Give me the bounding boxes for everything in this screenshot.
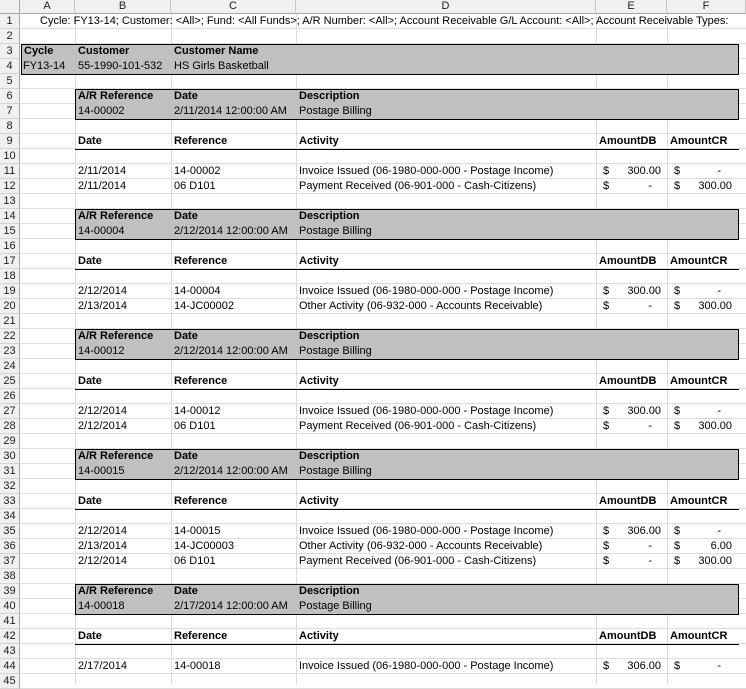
line-date: 2/17/2014 [78, 660, 127, 672]
ar-date-label: Date [174, 210, 198, 222]
amount-cr-header: AmountCR [670, 495, 728, 507]
line-reference: 14-00002 [174, 165, 221, 177]
row-gridline [20, 314, 746, 329]
row-header-32[interactable]: 32 [0, 479, 20, 494]
row-header-41[interactable]: 41 [0, 614, 20, 629]
amount-cr-value: 300.00 [698, 180, 732, 192]
ar-description-value: Postage Billing [299, 345, 372, 357]
sheet-row [0, 359, 746, 374]
row-header-4[interactable]: 4 [0, 59, 20, 74]
ar-reference-value: 14-00002 [78, 105, 125, 117]
row-header-40[interactable]: 40 [0, 599, 20, 614]
row-header-13[interactable]: 13 [0, 194, 20, 209]
detail-date-header: Date [78, 135, 102, 147]
line-reference: 14-JC00003 [174, 540, 234, 552]
detail-activity-header: Activity [299, 375, 339, 387]
detail-activity-header: Activity [299, 630, 339, 642]
amount-cr-value: 6.00 [710, 540, 732, 552]
ar-date-label: Date [174, 450, 198, 462]
row-header-25[interactable]: 25 [0, 374, 20, 389]
row-header-39[interactable]: 39 [0, 584, 20, 599]
row-gridline [20, 644, 746, 659]
sheet-row [0, 569, 746, 584]
row-header-24[interactable]: 24 [0, 359, 20, 374]
ar-reference-label: A/R Reference [78, 330, 154, 342]
row-header-17[interactable]: 17 [0, 254, 20, 269]
row-header-45[interactable]: 45 [0, 674, 20, 689]
amount-cr-value: 300.00 [698, 420, 732, 432]
amount-db-value: 300.00 [627, 165, 661, 177]
line-reference: 14-00012 [174, 405, 221, 417]
row-gridline [20, 614, 746, 629]
ar-description-label: Description [299, 450, 360, 462]
line-reference: 06 D101 [174, 180, 216, 192]
row-header-12[interactable]: 12 [0, 179, 20, 194]
ar-date-value: 2/17/2014 12:00:00 AM [174, 600, 288, 612]
currency-symbol-db: $ [603, 420, 610, 432]
line-date: 2/13/2014 [78, 300, 127, 312]
detail-reference-header: Reference [174, 255, 228, 267]
row-header-5[interactable]: 5 [0, 74, 20, 89]
row-header-42[interactable]: 42 [0, 629, 20, 644]
row-gridline [20, 359, 746, 374]
ar-description-label: Description [299, 585, 360, 597]
currency-symbol-db: $ [603, 525, 610, 537]
ar-date-value: 2/12/2014 12:00:00 AM [174, 225, 288, 237]
line-reference: 14-00018 [174, 660, 221, 672]
line-activity: Invoice Issued (06-1980-000-000 - Postage Income) [299, 165, 554, 177]
line-date: 2/12/2014 [78, 405, 127, 417]
filter-summary: Cycle: FY13-14; Customer: <All>; Fund: <All Funds>; A/R Number: <All>; Account Receivable G/L Account: <All>; Account Receivable Types: [40, 15, 729, 27]
row-gridline [20, 569, 746, 584]
customer-name-label: Customer Name [174, 45, 259, 57]
line-reference: 14-JC00002 [174, 300, 234, 312]
ar-reference-label: A/R Reference [78, 90, 154, 102]
line-date: 2/12/2014 [78, 285, 127, 297]
detail-date-header: Date [78, 630, 102, 642]
currency-symbol-db: $ [603, 165, 610, 177]
cycle-label: Cycle [24, 45, 54, 57]
sheet-row [0, 479, 746, 494]
row-header-18[interactable]: 18 [0, 269, 20, 284]
line-activity: Invoice Issued (06-1980-000-000 - Postage Income) [299, 660, 554, 672]
column-header-c[interactable]: C [171, 0, 296, 14]
currency-symbol-db: $ [603, 285, 610, 297]
amount-cr-value: - [717, 165, 721, 177]
line-reference: 14-00004 [174, 285, 221, 297]
row-header-3[interactable]: 3 [0, 44, 20, 59]
ar-date-label: Date [174, 585, 198, 597]
column-header-a[interactable]: A [20, 0, 75, 14]
amount-db-value: 306.00 [627, 660, 661, 672]
detail-reference-header: Reference [174, 135, 228, 147]
line-activity: Invoice Issued (06-1980-000-000 - Postage Income) [299, 525, 554, 537]
ar-description-value: Postage Billing [299, 600, 372, 612]
ar-date-label: Date [174, 330, 198, 342]
currency-symbol-cr: $ [674, 300, 681, 312]
row-header-7[interactable]: 7 [0, 104, 20, 119]
select-all-corner[interactable] [0, 0, 20, 14]
row-header-35[interactable]: 35 [0, 524, 20, 539]
currency-symbol-db: $ [603, 405, 610, 417]
ar-description-value: Postage Billing [299, 225, 372, 237]
sheet-row [0, 239, 746, 254]
sheet-row [0, 674, 746, 689]
row-header-15[interactable]: 15 [0, 224, 20, 239]
detail-date-header: Date [78, 375, 102, 387]
ar-reference-value: 14-00004 [78, 225, 125, 237]
sheet-row [0, 194, 746, 209]
amount-db-value: - [648, 300, 652, 312]
row-header-21[interactable]: 21 [0, 314, 20, 329]
ar-reference-label: A/R Reference [78, 450, 154, 462]
sheet-row [0, 119, 746, 134]
row-header-2[interactable]: 2 [0, 29, 20, 44]
currency-symbol-db: $ [603, 555, 610, 567]
row-header-22[interactable]: 22 [0, 329, 20, 344]
row-gridline [20, 674, 746, 689]
amount-cr-value: 300.00 [698, 300, 732, 312]
currency-symbol-cr: $ [674, 555, 681, 567]
line-activity: Invoice Issued (06-1980-000-000 - Postage Income) [299, 405, 554, 417]
ar-reference-value: 14-00015 [78, 465, 125, 477]
amount-db-value: 300.00 [627, 285, 661, 297]
amount-cr-value: 300.00 [698, 555, 732, 567]
ar-reference-label: A/R Reference [78, 585, 154, 597]
row-gridline [20, 194, 746, 209]
detail-activity-header: Activity [299, 255, 339, 267]
row-header-26[interactable]: 26 [0, 389, 20, 404]
row-header-36[interactable]: 36 [0, 539, 20, 554]
sheet-row [0, 269, 746, 284]
sheet-row [0, 74, 746, 89]
detail-header-underline [75, 149, 739, 150]
ar-date-label: Date [174, 90, 198, 102]
line-reference: 06 D101 [174, 555, 216, 567]
column-header-b[interactable]: B [75, 0, 171, 14]
detail-reference-header: Reference [174, 630, 228, 642]
column-header-e[interactable]: E [596, 0, 667, 14]
ar-description-label: Description [299, 330, 360, 342]
customer-number: 55-1990-101-532 [78, 60, 163, 72]
currency-symbol-db: $ [603, 300, 610, 312]
row-gridline [20, 509, 746, 524]
line-date: 2/11/2014 [78, 165, 127, 177]
line-date: 2/12/2014 [78, 420, 127, 432]
detail-header-underline [75, 644, 739, 645]
detail-date-header: Date [78, 495, 102, 507]
detail-header-underline [75, 509, 739, 510]
column-header-d[interactable]: D [296, 0, 596, 14]
line-reference: 14-00015 [174, 525, 221, 537]
row-header-29[interactable]: 29 [0, 434, 20, 449]
line-activity: Payment Received (06-901-000 - Cash-Citizens) [299, 555, 537, 567]
amount-db-value: - [648, 420, 652, 432]
line-activity: Invoice Issued (06-1980-000-000 - Postage Income) [299, 285, 554, 297]
detail-header-underline [75, 389, 739, 390]
ar-date-value: 2/12/2014 12:00:00 AM [174, 345, 288, 357]
row-header-14[interactable]: 14 [0, 209, 20, 224]
line-activity: Other Activity (06-932-000 - Accounts Receivable) [299, 300, 543, 312]
amount-db-header: AmountDB [599, 495, 657, 507]
amount-db-value: 300.00 [627, 405, 661, 417]
amount-db-value: - [648, 540, 652, 552]
ar-date-value: 2/11/2014 12:00:00 AM [174, 105, 287, 117]
line-activity: Payment Received (06-901-000 - Cash-Citizens) [299, 420, 537, 432]
ar-description-value: Postage Billing [299, 105, 372, 117]
row-header-34[interactable]: 34 [0, 509, 20, 524]
currency-symbol-db: $ [603, 180, 610, 192]
ar-reference-value: 14-00012 [78, 345, 125, 357]
row-header-27[interactable]: 27 [0, 404, 20, 419]
ar-description-label: Description [299, 90, 360, 102]
currency-symbol-cr: $ [674, 540, 681, 552]
currency-symbol-cr: $ [674, 405, 681, 417]
currency-symbol-cr: $ [674, 660, 681, 672]
line-date: 2/13/2014 [78, 540, 127, 552]
amount-db-header: AmountDB [599, 255, 657, 267]
row-gridline [20, 239, 746, 254]
row-gridline [20, 434, 746, 449]
row-header-33[interactable]: 33 [0, 494, 20, 509]
row-header-6[interactable]: 6 [0, 89, 20, 104]
line-date: 2/11/2014 [78, 180, 127, 192]
row-header-11[interactable]: 11 [0, 164, 20, 179]
currency-symbol-cr: $ [674, 285, 681, 297]
line-date: 2/12/2014 [78, 555, 127, 567]
sheet-row [0, 614, 746, 629]
row-header-44[interactable]: 44 [0, 659, 20, 674]
customer-name: HS Girls Basketball [174, 60, 269, 72]
column-header-f[interactable]: F [667, 0, 746, 14]
row-gridline [20, 149, 746, 164]
amount-cr-value: - [717, 660, 721, 672]
sheet-row [0, 644, 746, 659]
row-header-10[interactable]: 10 [0, 149, 20, 164]
row-gridline [20, 29, 746, 44]
currency-symbol-cr: $ [674, 165, 681, 177]
line-activity: Other Activity (06-932-000 - Accounts Receivable) [299, 540, 543, 552]
detail-reference-header: Reference [174, 375, 228, 387]
line-date: 2/12/2014 [78, 525, 127, 537]
amount-cr-header: AmountCR [670, 630, 728, 642]
ar-reference-label: A/R Reference [78, 210, 154, 222]
row-gridline [20, 119, 746, 134]
amount-cr-header: AmountCR [670, 375, 728, 387]
currency-symbol-cr: $ [674, 420, 681, 432]
sheet-row [0, 434, 746, 449]
ar-description-label: Description [299, 210, 360, 222]
detail-activity-header: Activity [299, 135, 339, 147]
detail-date-header: Date [78, 255, 102, 267]
row-header-20[interactable]: 20 [0, 299, 20, 314]
sheet-row [0, 149, 746, 164]
row-header-38[interactable]: 38 [0, 569, 20, 584]
amount-db-header: AmountDB [599, 135, 657, 147]
detail-header-underline [75, 269, 739, 270]
row-header-16[interactable]: 16 [0, 239, 20, 254]
row-header-19[interactable]: 19 [0, 284, 20, 299]
amount-cr-value: - [717, 285, 721, 297]
amount-db-header: AmountDB [599, 375, 657, 387]
sheet-row [0, 509, 746, 524]
line-reference: 06 D101 [174, 420, 216, 432]
currency-symbol-cr: $ [674, 180, 681, 192]
row-gridline [20, 269, 746, 284]
line-activity: Payment Received (06-901-000 - Cash-Citizens) [299, 180, 537, 192]
ar-description-value: Postage Billing [299, 465, 372, 477]
amount-db-header: AmountDB [599, 630, 657, 642]
detail-activity-header: Activity [299, 495, 339, 507]
row-gridline [20, 479, 746, 494]
currency-symbol-db: $ [603, 660, 610, 672]
row-header-31[interactable]: 31 [0, 464, 20, 479]
sheet-row [0, 389, 746, 404]
ar-reference-value: 14-00018 [78, 600, 125, 612]
sheet-row [0, 314, 746, 329]
row-gridline [20, 74, 746, 89]
row-header-30[interactable]: 30 [0, 449, 20, 464]
row-header-23[interactable]: 23 [0, 344, 20, 359]
ar-date-value: 2/12/2014 12:00:00 AM [174, 465, 288, 477]
currency-symbol-cr: $ [674, 525, 681, 537]
cycle-value: FY13-14 [23, 60, 66, 72]
row-header-8[interactable]: 8 [0, 119, 20, 134]
amount-cr-header: AmountCR [670, 255, 728, 267]
amount-db-value: - [648, 180, 652, 192]
row-header-28[interactable]: 28 [0, 419, 20, 434]
detail-reference-header: Reference [174, 495, 228, 507]
amount-cr-header: AmountCR [670, 135, 728, 147]
row-header-1[interactable]: 1 [0, 14, 20, 29]
amount-db-value: 306.00 [627, 525, 661, 537]
amount-cr-value: - [717, 525, 721, 537]
row-header-43[interactable]: 43 [0, 644, 20, 659]
row-gridline [20, 389, 746, 404]
amount-cr-value: - [717, 405, 721, 417]
customer-label: Customer [78, 45, 130, 57]
row-header-37[interactable]: 37 [0, 554, 20, 569]
currency-symbol-db: $ [603, 540, 610, 552]
row-header-9[interactable]: 9 [0, 134, 20, 149]
amount-db-value: - [648, 555, 652, 567]
sheet-row [0, 29, 746, 44]
